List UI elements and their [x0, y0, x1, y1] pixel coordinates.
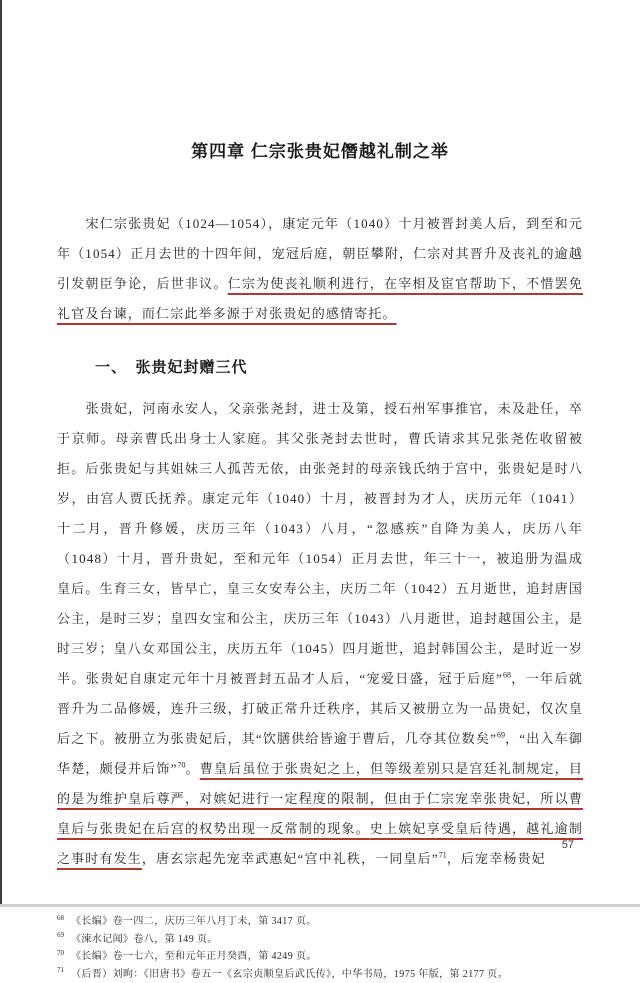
body-text: ，后宠幸杨贵妃	[447, 851, 546, 866]
body-text: 。	[186, 761, 200, 776]
footnote-item	[57, 931, 583, 949]
footnotes	[57, 913, 583, 983]
body-text: 宋仁宗张贵妃（1024—1054），康定元年（1040）十月被晋封美人后，到至和元年（1054）正月去世的十四年间，宠冠后庭，朝臣攀附，仁宗对其晋升及丧礼的逾越引发朝臣争论，后世非议。	[57, 216, 583, 291]
footnote-number: 68	[57, 914, 64, 922]
underlined-text: 仁宗为使丧礼顺利进行，在宰相及宦官帮助下，不惜罢免礼官及台谏，而仁宗此举多源于对张贵妃的感情寄托。	[57, 276, 583, 321]
footnote-text: 《长编》卷一七六，至和元年正月癸酉，第 4249 页。	[71, 951, 317, 962]
footnote-item	[57, 966, 583, 983]
footnote-text: 《涑水记闻》卷八，第 149 页。	[71, 934, 218, 945]
body-text: ，一年后就晋升为二品修媛，连升三级，打破正常升迁秩序，其后又被册立为一品贵妃，仅次皇后之下。被册立为张贵妃后，其“饮膳供给皆逾于曹后，几夺其位数矣”	[57, 671, 583, 746]
chapter-title: 第四章 仁宗张贵妃僭越礼制之举	[57, 137, 583, 162]
intro-paragraph	[57, 209, 583, 329]
footnote-number: 71	[57, 966, 64, 974]
footnote-ref: 70	[178, 761, 186, 770]
footnote-number: 70	[57, 949, 64, 957]
page-number: 57	[562, 839, 574, 851]
page-scan-edge-left	[0, 0, 2, 907]
document-page	[57, 0, 583, 983]
footnote-number: 69	[57, 931, 64, 939]
body-text: ，“出入车御华楚，颇侵并后饰”	[57, 731, 583, 776]
underlined-text: 曹皇后虽位于张贵妃之上，但等级差别只是宫廷礼制规定，目的是为维护皇后尊严，对嫔妃进行一定程度的限制，但由于仁宗宠幸张贵妃，所以曹皇后与张贵妃在后宫的权势出现一反常制的现象。	[57, 761, 583, 836]
footnote-item	[57, 948, 583, 966]
body-paragraph	[57, 394, 583, 874]
body-text: ，唐玄宗起先宠幸武惠妃“宫中礼秩，一同皇后”	[142, 851, 439, 866]
section-heading: 一、 张贵妃封赠三代	[95, 356, 583, 377]
footnote-ref: 69	[497, 731, 505, 740]
body-text: 张贵妃，河南永安人，父亲张尧封，进士及第，授石州军事推官，未及赴任，卒于京师。母亲曹氏出身士人家庭。其父张尧封去世时，曹氏请求其兄张尧佐收留被拒。后张贵妃与其姐妹三人孤苦无依，由张尧封的母亲钱氏纳于宫中，张贵妃是时八岁，由宫人贾氏抚养。康定元年（1040）十月，被晋封为才人，庆历元年（1041）十二月，晋升修媛，庆历三年（1043）八月，“忽感疾”自降为美人，庆历八年（1048）十月，晋升贵妃，至和元年（1054）正月去世，年三十一，被追册为温成皇后。生育三女，皆早亡，皇三女安寿公主，庆历二年（1042）五月逝世，追封唐国公主，是时三岁；皇四女宝和公主，庆历三年（1043）八月逝世，追封越国公主，是时三岁；皇八女邓国公主，庆历五年（1045）四月逝世，追封韩国公主，是时近一岁半。张贵妃自康定元年十月被晋封五品才人后，“宠爱日盛，冠于后庭”	[57, 401, 583, 686]
footnote-ref: 68	[503, 671, 511, 680]
footnote-item	[57, 913, 583, 931]
footnote-text: （后晋）刘昫：《旧唐书》卷五一《玄宗贞顺皇后武氏传》，中华书局，1975 年版，第 2177 页。	[71, 969, 508, 980]
underlined-text: 史上嫔妃享受皇后待遇，越礼逾制之事时有发生	[57, 821, 583, 866]
footnote-text: 《长编》卷一四二，庆历三年八月丁未，第 3417 页。	[71, 916, 317, 927]
footnote-ref: 71	[439, 851, 447, 860]
